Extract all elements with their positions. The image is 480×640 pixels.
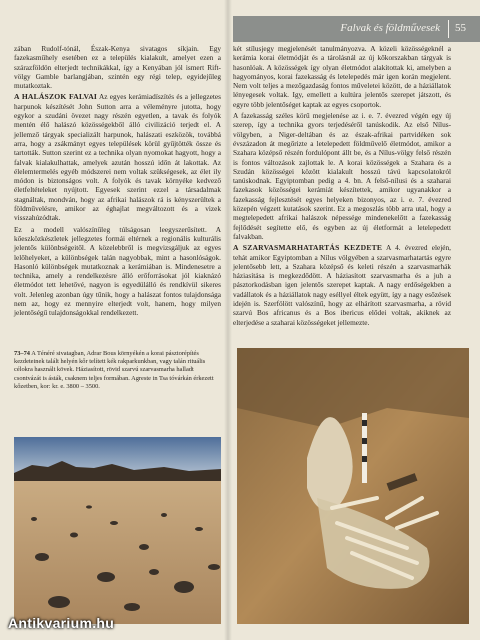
running-header [233, 16, 480, 42]
right-column [233, 44, 451, 329]
cattle-skeleton-photo [237, 348, 469, 624]
page-gutter [224, 0, 232, 640]
header-divider [448, 20, 449, 38]
caption-text: A Ténéré sivatagban, Adrar Bous környékén a korai pásztorépítés kezdeteinek talált helyén kőr telített kék rakparkunkban, vagy talán rituális célokra használt kövek. Háziasított, rövid szarvú szarvasmarha halladt csontvázát is ásták, csaknem teljes formában. Agreste in Tsa tóvárkán érkezett kőzetben, kor: kr. e. 3800 – 3500. [14, 350, 214, 390]
figure-caption [14, 350, 221, 391]
paragraph: két stílusjegy megjelenését tanulmányozva. A közeli közösségeknél a kerámia korai életmódját és a tárolásnál az új kőkorszakban tárgyak is hasonlóak. A közösségek így olyan életmódot alakítottak ki, amelyben a hagyományos, korai fazekasság és letelepedés már igen korán megjelent. Nem volt teljes a mezőgazdaság fontos műveletei között, de a háziállatok lényegesek voltak. Igy, emellett a kultúra jelentős szerepet játszott, és egyre több jelentőséget kaptak az egyes csoportok. [233, 44, 451, 109]
section-heading-fishers: A HALÁSZOK FALVAI [14, 92, 98, 102]
section-body: Az egyes kerámiadíszítés és a jellegzetes harpunok készítését John Sutton arra a véleményre jutotta, hogy egykor a szudáni övezet nagy részén egyetlen, a tavak és folyók mentén élő halászó közösségekből álló civilizáció terjedt el. A jellemző tárgyak specializált harpunok, halászati eszközök, továbbá arra, hogy a zsákmányt egyes települések körül gyűjtötték össze és tartották. Sutton szerint ez a technika olyan nyomokat hagyott, hogy a falvak kialakulhattak, amelyek azután hosszú időn át lakottak. Az élelemtermelés egyéb módszerei nem voltak szükségesek, az élet ily módon is biztonságos volt. A folyók és tavak környéke kedvező életfeltételeket nyújtott. Egyesek szerint ezzel a társadalmak stagnáltak, mondván, hogy az afrikai halászok rá is kényszerültek a földművelésre, amikor az éghajlat megváltozott és a vizek visszahúzódtak. [14, 92, 222, 223]
watermark: Antikvarium.hu [8, 615, 115, 631]
section-heading-cattle: A SZARVASMARHATARTÁS KEZDETE [233, 243, 383, 253]
paragraph: Ez a modell valószínűleg túlságosan leegyszerűsített. A kőeszközkészletek jellegzetes formái eltérnek a regionális kulturális jelentős különbségeitől. A közelebbről is megvizsgáljuk az egyes lelőhelyeket, a különbségek talán nagyobbak, mint a hasonlóságok. Hasonló különbségek mutatkoznak a kerámiában is. Mindenesetre a technika, amely a rendelkezésre álló erőforrásokat jól kiaknázó életmódot tett lehetővé, nagyon is egyedülálló és rendkívül sikeres volt. Jelenleg azonban úgy tűnik, hogy a halászat fontos tulajdonsága nem az, hogy ez mennyire elterjedt volt, hanem, hogy milyen jelentőségű tulajdonságokkal rendelkezett. [14, 224, 221, 318]
caption-number: 73–74 [14, 350, 30, 357]
intro-paragraph: zában Rudolf-tónál, Észak-Kenya sivatagos síkjain. Egy fazekasműhely esetében ez a település kialakult, amelyet ezen a szárazföldön elterjedt technikákkal, így a Kenyában jól ismert Rift-völgy Gamble barlangjában, szintén egy régi telep, egyidejűleg mutatkoztak. [14, 44, 221, 91]
section-body: A 4. évezred elején, tehát amikor Egyiptomban a Nílus völgyében a szarvasmarhatartás egyre jelentősebb lett, a Szahara középső és keleti részén a szarvasmarhák háziasítása is megkezdődött. A háziasított szarvasmarha és a juh a pásztorkodásban igen jelentős szerepet kaptak. A nagy erdőségekben a vadállatok és a háziállatok nagy eséllyel éltek együtt, így a nagy esőzések idején is. Szerfölött valószínű, hogy az elhárított szarvasmarha, a rövid szarvú Bos africanus és a Bos ibericus elődei voltak, akiknek az elterjedése a szaharai közösségeket jellemezte. [233, 243, 451, 327]
desert-landscape-photo [14, 437, 221, 624]
left-column [14, 44, 221, 320]
page-number: 55 [455, 22, 466, 34]
paragraph: A fazekasság széles körű megjelenése az i. e. 7. évezred végén egy új szerep, így a technika gyors terjedéséről tanúskodik. Az első Nílus-völgyben, a Niger-deltában és az észak-afrikai partvidéken sok évszázadon át megőrizte a letelepedett földművelő életmódot, amikor a Szahara középső részén fordulópont állt be, és a Nílus-völgy felső részén is fontos változások zajlottak le. A korai közösségek a Szahara és a Szudán közösségei között kialakult hosszú távú kapcsolatokról tanúskodnak. Egyiptomban pedig a 4. bn. A felső-nílusi és a szaharai fazekasok közösségei kerámiát készítettek, amikor ugyanakkor a fazekasság fejlesztését egyes helyeken bizonyos, az i. e. 7. évezred közepén végzett kutatások szerint. Ez a megoszlás több arra utal, hogy a megtelepedett afrikai halászok népessége mindenekelőtt a fazekasság fejlődését segítette elő, és egyben az új életformát a letelepedett falvakban. [233, 111, 451, 241]
section-paragraph [233, 243, 451, 327]
running-title: Falvak és földművesek [340, 22, 440, 34]
section-paragraph [14, 92, 221, 222]
